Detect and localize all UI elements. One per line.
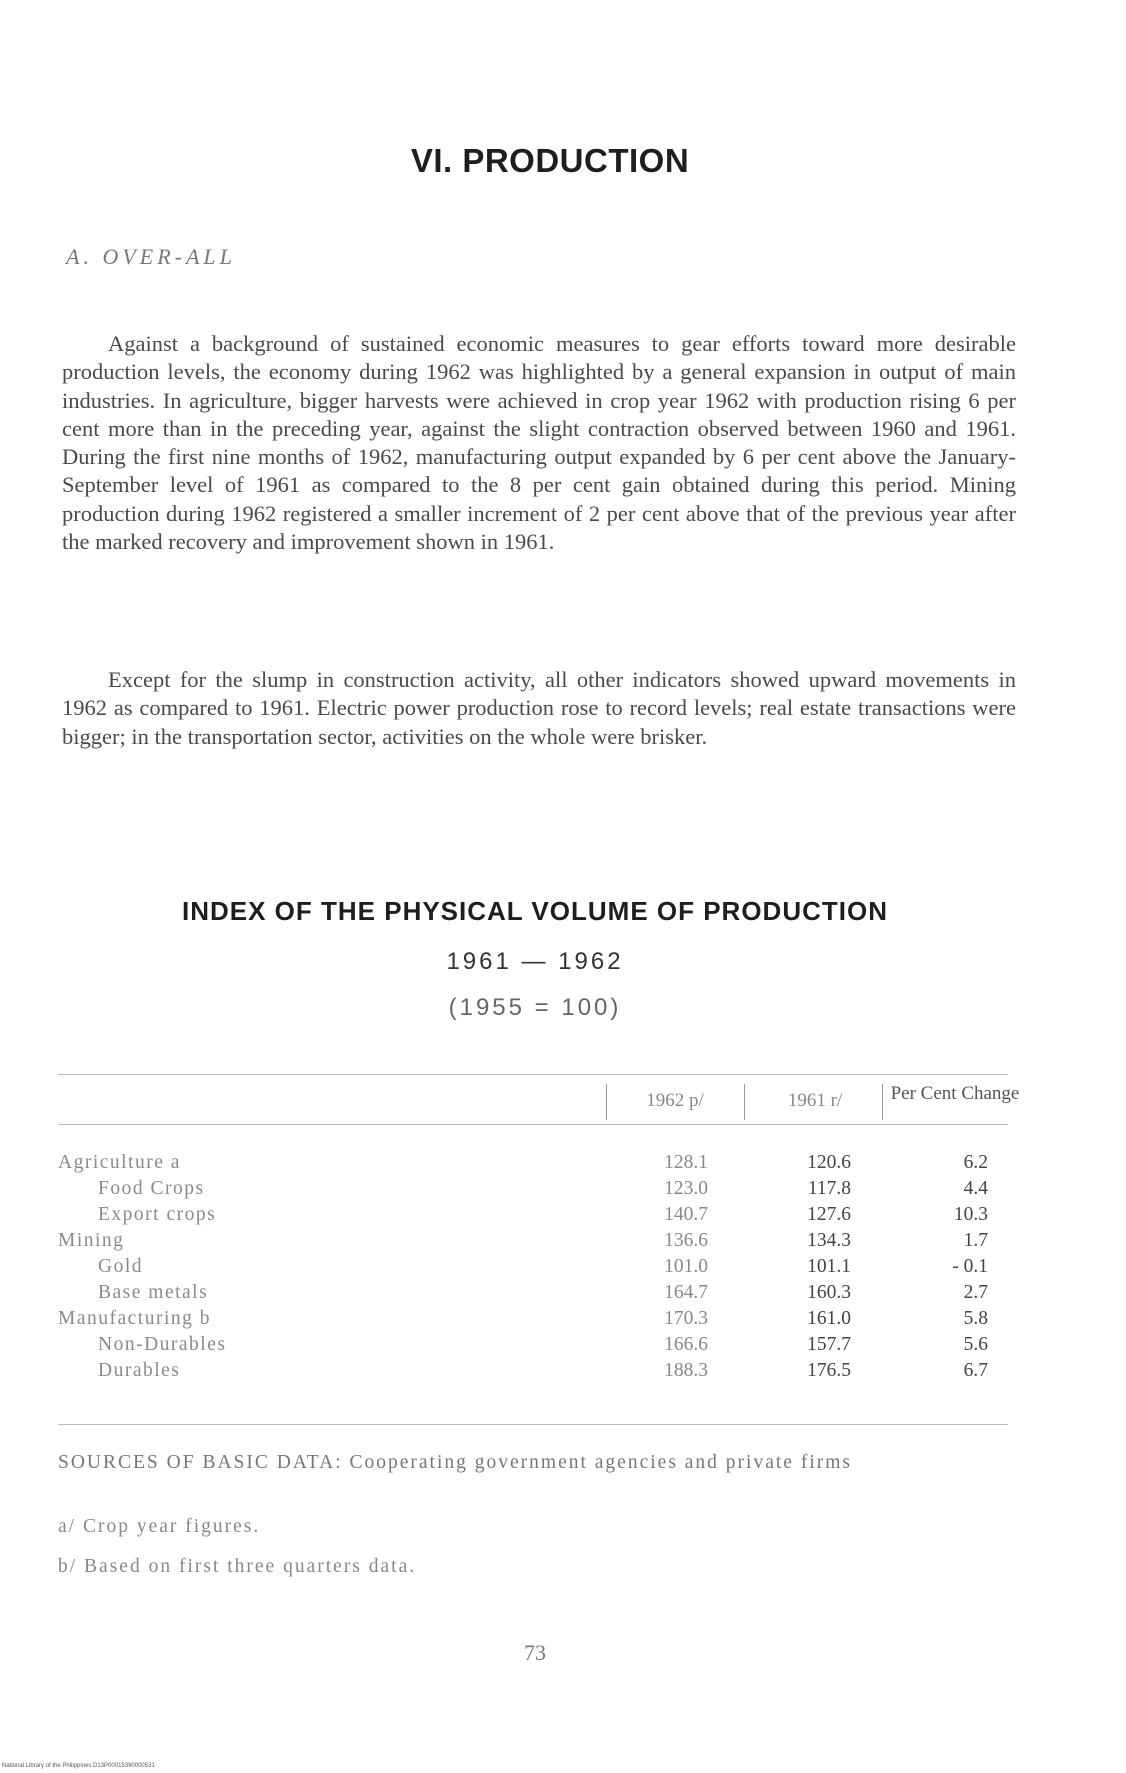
- value-1961: 160.3: [807, 1282, 851, 1303]
- value-change: 10.3: [953, 1204, 988, 1225]
- table-row: [58, 1178, 1018, 1204]
- table-row: [58, 1152, 1018, 1178]
- table-row: [58, 1256, 1018, 1282]
- table-header-rule: [58, 1124, 1008, 1125]
- table-title: INDEX OF THE PHYSICAL VOLUME OF PRODUCTION: [181, 896, 888, 926]
- table-row: [58, 1282, 1018, 1308]
- column-header-1961: 1961 r/: [787, 1090, 843, 1111]
- value-change: 6.2: [963, 1152, 988, 1173]
- table-row: [58, 1360, 1018, 1386]
- sources-note: SOURCES OF BASIC DATA: Cooperating government agencies and private firms: [58, 1452, 852, 1473]
- row-label: Non-Durables: [98, 1334, 227, 1355]
- row-label: Gold: [98, 1256, 143, 1277]
- value-1962: 101.0: [664, 1256, 708, 1277]
- table-row: [58, 1230, 1018, 1256]
- paragraph-text: Against a background of sustained economic measures to gear efforts toward more desirable production levels, the economy during 1962 was highlighted by a general expansion in output of main industries. In agriculture, bigger harvests were achieved in crop year 1962 with production rising 6 per cent more than in the preceding year, against the slight contraction observed between 1960 and 1961. During the first nine months of 1962, manufacturing output expanded by 6 per cent above the January-September level of 1961 as compared to the 8 per cent gain obtained during this period. Mining production during 1962 registered a smaller increment of 2 per cent above that of the previous year after the marked recovery and improvement shown in 1961.: [62, 331, 1016, 555]
- body-paragraph-1: [62, 330, 1016, 556]
- footnote-a: a/ Crop year figures.: [58, 1516, 261, 1537]
- archive-stamp: National Library of the Philippines D13P00015390000531: [2, 1763, 155, 1769]
- table-bottom-rule: [58, 1424, 1008, 1425]
- page-number: 73: [524, 1640, 546, 1665]
- value-1962: 188.3: [664, 1360, 708, 1381]
- value-change: 5.8: [963, 1308, 988, 1329]
- footnote-b: b/ Based on first three quarters data.: [58, 1556, 417, 1577]
- value-1961: 161.0: [807, 1308, 851, 1329]
- table-body: [58, 1152, 1018, 1386]
- body-paragraph-2: [62, 666, 1016, 751]
- column-divider: [606, 1084, 607, 1120]
- table-row: [58, 1204, 1018, 1230]
- row-label: Durables: [98, 1360, 181, 1381]
- value-change: 1.7: [963, 1230, 988, 1251]
- value-1961: 176.5: [807, 1360, 851, 1381]
- table-row: [58, 1334, 1018, 1360]
- row-label: Export crops: [98, 1204, 217, 1225]
- table-years: 1961 — 1962: [446, 948, 624, 975]
- value-1962: 136.6: [664, 1230, 708, 1251]
- column-header-1962: 1962 p/: [646, 1090, 704, 1111]
- value-1961: 157.7: [807, 1334, 851, 1355]
- value-change: 6.7: [963, 1360, 988, 1381]
- value-1962: 128.1: [664, 1152, 708, 1173]
- row-label: Food Crops: [98, 1178, 205, 1199]
- value-1962: 123.0: [664, 1178, 708, 1199]
- value-1961: 120.6: [807, 1152, 851, 1173]
- column-header-change: Per Cent Change: [890, 1083, 1020, 1104]
- table-top-rule: [58, 1074, 1008, 1075]
- value-change: 2.7: [963, 1282, 988, 1303]
- table-base-year: (1955 = 100): [448, 994, 622, 1021]
- section-heading: A. OVER-ALL: [66, 244, 236, 269]
- table-row: [58, 1308, 1018, 1334]
- row-label: Base metals: [98, 1282, 209, 1303]
- chapter-title: VI. PRODUCTION: [410, 142, 690, 179]
- value-change: 5.6: [963, 1334, 988, 1355]
- value-1961: 127.6: [807, 1204, 851, 1225]
- value-change: - 0.1: [952, 1256, 988, 1277]
- value-1961: 134.3: [807, 1230, 851, 1251]
- paragraph-text: Except for the slump in construction activity, all other indicators showed upward movements in 1962 as compared to 1961. Electric power production rose to record levels; real estate transactions were bigger; in the transportation sector, activities on the whole were brisker.: [62, 667, 1016, 749]
- value-1962: 164.7: [664, 1282, 708, 1303]
- row-label: Manufacturing b: [58, 1308, 212, 1329]
- value-change: 4.4: [963, 1178, 988, 1199]
- row-label: Agriculture a: [58, 1152, 181, 1173]
- value-1961: 117.8: [807, 1178, 851, 1199]
- value-1962: 166.6: [664, 1334, 708, 1355]
- row-label: Mining: [58, 1230, 125, 1251]
- value-1962: 170.3: [664, 1308, 708, 1329]
- value-1962: 140.7: [664, 1204, 708, 1225]
- value-1961: 101.1: [807, 1256, 851, 1277]
